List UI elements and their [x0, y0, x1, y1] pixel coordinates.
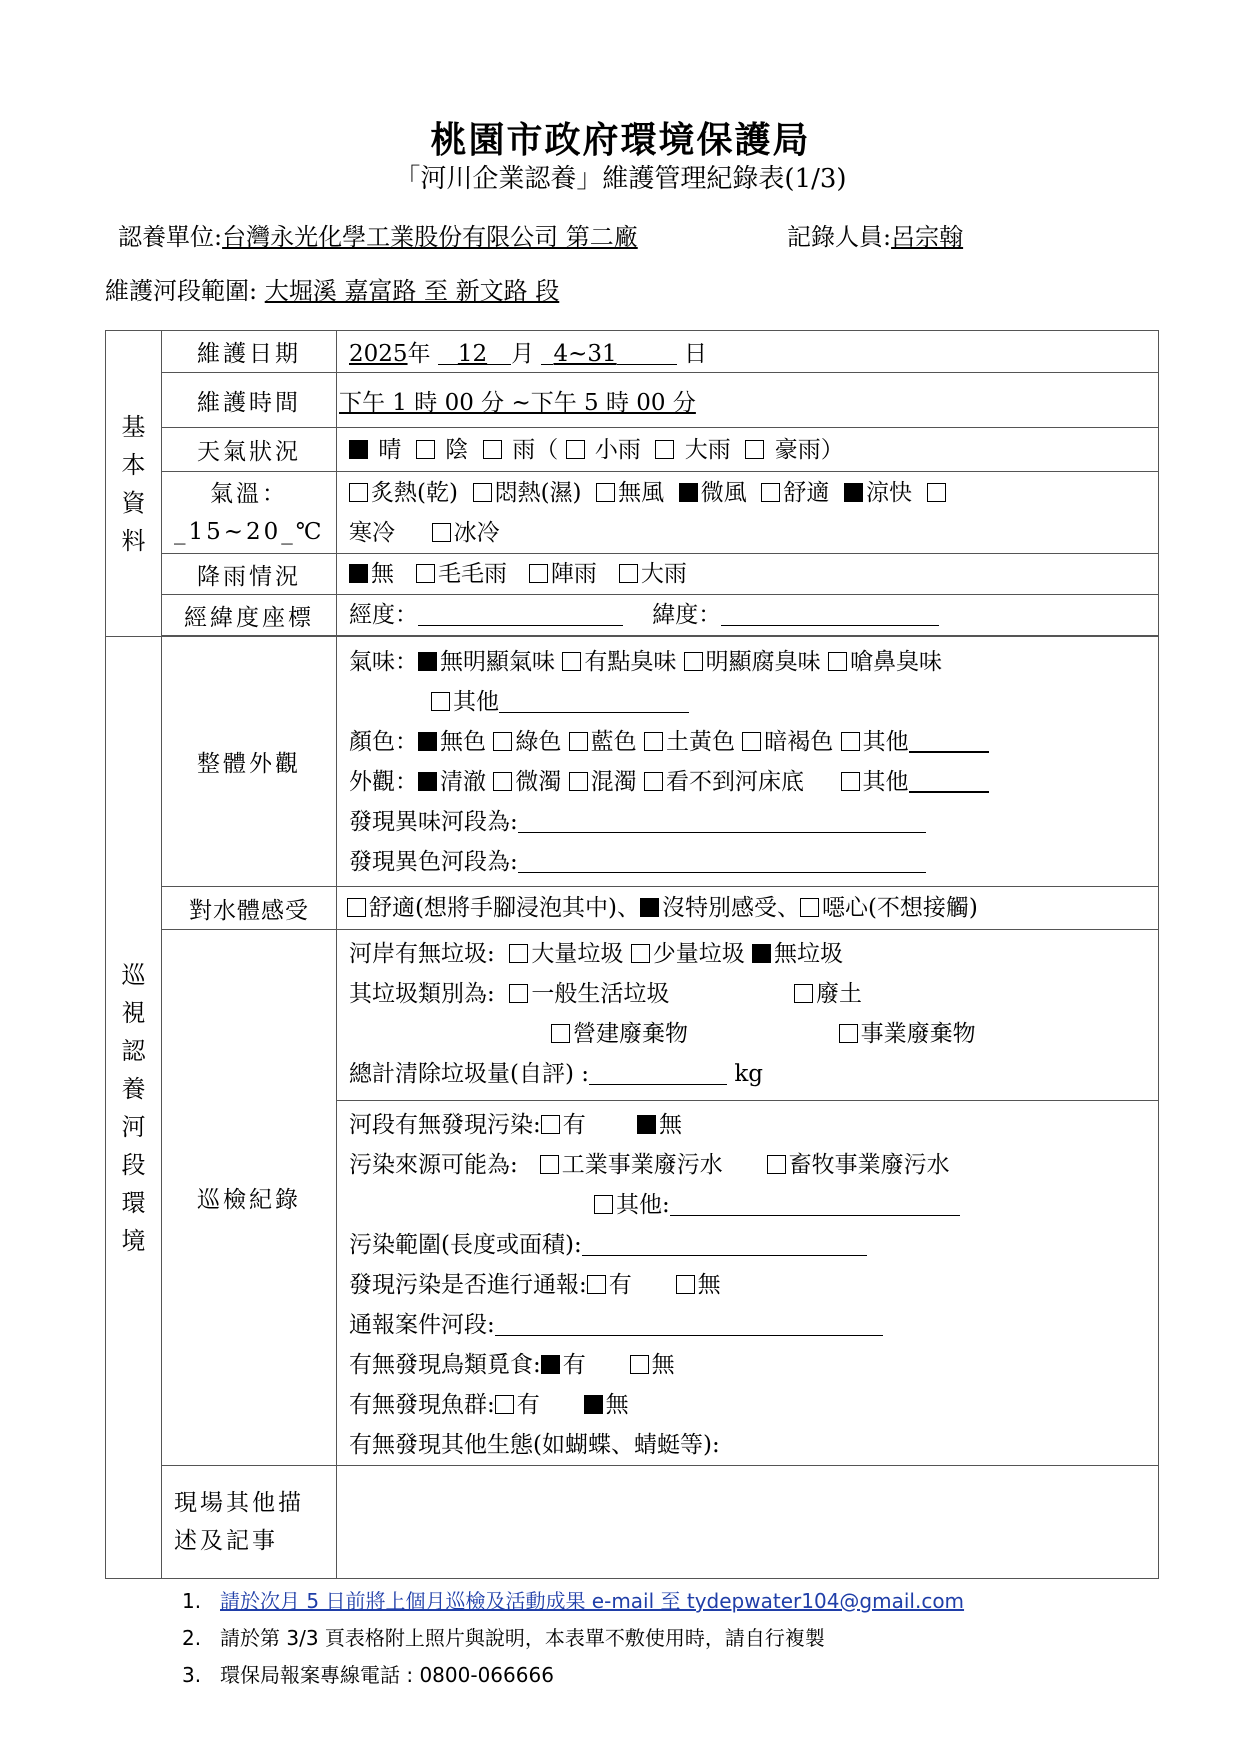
checkbox[interactable]	[594, 1195, 613, 1214]
river-range-row	[105, 271, 559, 306]
appearance-options	[337, 637, 1159, 887]
checkbox[interactable]	[684, 652, 703, 671]
checkbox[interactable]	[493, 732, 512, 751]
note-item	[182, 1657, 964, 1694]
odor-section-label: 發現異味河段為:	[349, 808, 518, 835]
garbage-type-label: 其垃圾類別為:	[349, 981, 495, 1007]
source-other-field[interactable]	[670, 1191, 960, 1216]
checkbox[interactable]	[596, 483, 615, 502]
checkbox-checked[interactable]	[584, 1395, 603, 1414]
checkbox[interactable]	[655, 440, 674, 459]
temperature-options	[337, 472, 1159, 554]
checkbox-checked[interactable]	[637, 1115, 656, 1134]
basic-info-section	[106, 331, 162, 637]
option-label: 陰	[445, 436, 469, 463]
option-label: 工業事業廢污水	[561, 1152, 723, 1178]
patrol-section	[106, 637, 162, 1579]
option-label: 無色	[440, 728, 486, 755]
section-char: 認	[121, 1036, 146, 1065]
option-label: 小雨	[594, 436, 641, 463]
feeling-label: 對水體感受	[162, 887, 337, 930]
checkbox-checked[interactable]	[349, 440, 368, 459]
option-label: 土黃色	[665, 728, 735, 755]
checkbox[interactable]	[566, 440, 585, 459]
section-char: 基	[121, 412, 146, 441]
note-text: 環保局報案專線電話 : 0800-066666	[220, 1663, 554, 1687]
checkbox[interactable]	[676, 1275, 695, 1294]
checkbox-checked[interactable]	[418, 732, 437, 751]
date-year[interactable]: 2025	[349, 341, 408, 367]
option-label: 豪雨）	[774, 436, 844, 463]
section-char: 段	[121, 1150, 146, 1179]
other-eco-question: 有無發現其他生態(如蝴蝶、蜻蜓等):	[349, 1432, 720, 1458]
temperature-cell	[162, 472, 337, 554]
checkbox-checked[interactable]	[679, 483, 698, 502]
option-label: 涼快	[866, 479, 913, 506]
longitude-label: 經度：	[349, 602, 418, 628]
option-label: 大雨	[640, 561, 687, 587]
report-section-label: 通報案件河段:	[349, 1312, 495, 1338]
appearance-label: 整體外觀	[162, 637, 337, 887]
date-field[interactable]	[337, 331, 1159, 373]
checkbox[interactable]	[541, 1115, 560, 1134]
option-label: 有點臭味	[584, 648, 677, 675]
coord-fields	[337, 595, 1159, 636]
option-label: 無	[651, 1352, 675, 1378]
checkbox[interactable]	[529, 564, 548, 583]
option-label: 混濁	[590, 768, 637, 795]
day-unit: 日	[683, 341, 707, 367]
adopt-unit-row	[118, 217, 638, 252]
checkbox[interactable]	[483, 440, 502, 459]
option-label: 其他:	[616, 1192, 670, 1218]
rain-label: 降雨情況	[162, 554, 337, 595]
checkbox[interactable]	[431, 692, 450, 711]
option-label: 微風	[700, 479, 747, 506]
report-question: 發現污染是否進行通報:	[349, 1272, 587, 1298]
option-label: 廢土	[816, 981, 862, 1007]
checkbox[interactable]	[569, 732, 588, 751]
option-label: 大雨	[684, 436, 731, 463]
note-email-link[interactable]: 請於次月 5 日前將上個月巡檢及活動成果 e-mail 至 tydepwater104@gmail.com	[220, 1589, 965, 1613]
record-content	[337, 930, 1159, 1466]
form-subtitle: 「河川企業認養」維護管理紀錄表(1/3)	[394, 164, 847, 194]
option-label: 其他	[862, 728, 909, 755]
option-label: 看不到河床底	[665, 768, 804, 795]
checkbox[interactable]	[416, 564, 435, 583]
option-label: 暗褐色	[764, 728, 834, 755]
option-label: 一般生活垃圾	[531, 981, 670, 1007]
option-label: 無	[371, 561, 394, 587]
look-label: 外觀：	[349, 768, 418, 795]
time-value[interactable]: 下午 1 時 00 分 ~下午 5 時 00 分	[339, 389, 696, 416]
date-month[interactable]: 12	[457, 341, 488, 367]
year-unit: 年	[407, 341, 431, 367]
checkbox[interactable]	[495, 1395, 514, 1414]
option-label: 有	[608, 1272, 632, 1298]
option-label: 無垃圾	[774, 941, 843, 967]
color-label: 顏色：	[349, 728, 418, 755]
option-label: 無風	[618, 479, 665, 506]
latitude-field[interactable]	[721, 601, 939, 626]
section-char: 視	[121, 998, 146, 1027]
note-number: 1.	[182, 1589, 202, 1613]
color-other-field[interactable]	[909, 727, 989, 753]
checkbox-checked[interactable]	[418, 772, 437, 791]
checkbox-checked[interactable]	[349, 564, 368, 583]
checkbox[interactable]	[587, 1275, 606, 1294]
section-char: 河	[121, 1112, 146, 1141]
option-label: 營建廢棄物	[573, 1021, 688, 1047]
checkbox[interactable]	[432, 523, 451, 542]
option-label: 寒冷	[349, 519, 395, 546]
section-char: 本	[121, 450, 146, 479]
section-char: 巡	[121, 960, 146, 989]
smell-other-field[interactable]	[499, 688, 689, 713]
option-label: 無	[658, 1112, 682, 1138]
option-label: 舒適(想將手腳浸泡其中)、	[369, 895, 640, 921]
checkbox-checked[interactable]	[752, 944, 771, 963]
weather-label: 天氣狀況	[162, 428, 337, 472]
checkbox[interactable]	[800, 898, 819, 917]
rain-options	[337, 554, 1159, 595]
option-label: 無	[697, 1272, 721, 1298]
option-label: 藍色	[590, 728, 637, 755]
checkbox[interactable]	[347, 898, 366, 917]
river-range-value: 大堀溪 嘉富路 至 新文路 段	[264, 277, 560, 305]
note-text: 請於第 3/3 頁表格附上照片與說明，本表單不敷使用時，請自行複製	[220, 1626, 825, 1650]
date-label: 維護日期	[162, 331, 337, 373]
checkbox[interactable]	[794, 984, 813, 1003]
time-label: 維護時間	[162, 373, 337, 428]
checkbox[interactable]	[509, 944, 528, 963]
checkbox[interactable]	[841, 772, 860, 791]
garbage-question: 河岸有無垃圾:	[349, 941, 495, 967]
checkbox-checked[interactable]	[640, 898, 659, 917]
report-section-field[interactable]	[495, 1311, 883, 1336]
option-label: 悶熱(濕)	[494, 479, 582, 506]
checkbox[interactable]	[927, 483, 946, 502]
fish-question: 有無發現魚群:	[349, 1392, 495, 1418]
checkbox-checked[interactable]	[418, 652, 437, 671]
weather-options	[337, 428, 1159, 472]
checkbox[interactable]	[630, 1355, 649, 1374]
latitude-label: 緯度：	[652, 602, 722, 628]
checkbox[interactable]	[841, 732, 860, 751]
option-label: 舒適	[783, 479, 830, 506]
checkbox[interactable]	[569, 772, 588, 791]
note-number: 3.	[182, 1663, 202, 1687]
checkbox[interactable]	[562, 652, 581, 671]
note-item	[182, 1620, 964, 1657]
option-label: 其他	[453, 688, 499, 715]
option-label: 炙熱(乾)	[371, 479, 458, 506]
checkbox[interactable]	[839, 1024, 858, 1043]
checkbox[interactable]	[745, 440, 764, 459]
option-label: 沒特別感受、	[661, 895, 800, 921]
month-unit: 月	[511, 341, 535, 367]
page-title: 桃園市政府環境保護局	[430, 119, 811, 161]
section-char: 料	[121, 526, 146, 555]
note-number: 2.	[182, 1626, 202, 1650]
checkbox[interactable]	[551, 1024, 570, 1043]
other-notes-field[interactable]	[337, 1466, 1159, 1579]
option-label: 清澈	[440, 768, 486, 795]
garbage-total-field[interactable]	[589, 1060, 727, 1085]
checkbox[interactable]	[540, 1155, 559, 1174]
color-section-label: 發現異色河段為:	[349, 848, 518, 875]
checkbox[interactable]	[767, 1155, 786, 1174]
odor-section-field[interactable]	[518, 808, 926, 833]
pollution-range-label: 污染範圍(長度或面積):	[349, 1232, 582, 1258]
option-label: 冰冷	[453, 519, 500, 546]
smell-label: 氣味：	[349, 648, 418, 675]
option-label: 有	[516, 1392, 540, 1418]
longitude-field[interactable]	[418, 601, 623, 626]
checkbox[interactable]	[644, 732, 663, 751]
checkbox[interactable]	[619, 564, 638, 583]
notes-list	[182, 1583, 964, 1694]
checkbox[interactable]	[761, 483, 780, 502]
river-range-label: 維護河段範圍:	[105, 277, 258, 305]
option-label: 毛毛雨	[437, 561, 507, 587]
option-label: 噁心(不想接觸)	[821, 895, 978, 921]
garbage-total-label: 總計清除垃圾量(自評) :	[349, 1061, 590, 1087]
recorder-value: 呂宗翰	[891, 223, 964, 251]
recorder-label: 記錄人員:	[787, 223, 892, 251]
option-label: 雨（	[512, 436, 559, 463]
date-day[interactable]: 4~31	[553, 341, 617, 367]
checkbox[interactable]	[631, 944, 650, 963]
adopt-unit-value: 台灣永光化學工業股份有限公司 第二廠	[222, 223, 638, 251]
checkbox[interactable]	[742, 732, 761, 751]
option-label: 有	[562, 1112, 586, 1138]
section-char: 養	[121, 1074, 146, 1103]
temperature-value[interactable]: _15~20_℃	[174, 518, 325, 545]
option-label: 無	[605, 1392, 629, 1418]
option-label: 明顯腐臭味	[705, 648, 821, 675]
option-label: 無明顯氣味	[440, 648, 555, 675]
coord-label: 經緯度座標	[162, 595, 337, 636]
checkbox[interactable]	[473, 483, 492, 502]
checkbox[interactable]	[644, 772, 663, 791]
option-label: 大量垃圾	[531, 941, 624, 967]
feeling-options	[337, 887, 1159, 930]
record-label: 巡檢紀錄	[162, 930, 337, 1466]
bird-question: 有無發現鳥類覓食:	[349, 1352, 541, 1378]
checkbox-checked[interactable]	[844, 483, 863, 502]
recorder-row	[787, 217, 963, 252]
checkbox[interactable]	[493, 772, 512, 791]
section-char: 境	[121, 1226, 146, 1255]
option-label: 少量垃圾	[652, 941, 745, 967]
option-label: 微濁	[515, 768, 562, 795]
checkbox[interactable]	[509, 984, 528, 1003]
section-char: 資	[121, 488, 146, 517]
pollution-source-label: 污染來源可能為:	[349, 1152, 518, 1178]
option-label: 事業廢棄物	[860, 1021, 976, 1047]
option-label: 有	[562, 1352, 586, 1378]
option-label: 綠色	[515, 728, 562, 755]
checkbox[interactable]	[416, 440, 435, 459]
note-item	[182, 1583, 964, 1620]
option-label: 畜牧事業廢污水	[788, 1152, 950, 1178]
section-char: 環	[121, 1188, 146, 1217]
option-label: 晴	[378, 436, 402, 463]
option-label: 其他	[862, 768, 909, 795]
record-form	[105, 330, 1159, 1579]
temperature-label: 氣溫：	[210, 480, 288, 507]
other-notes-label: 現場其他描述及記事	[162, 1466, 337, 1579]
option-label: 嗆鼻臭味	[849, 648, 942, 675]
pollution-question: 河段有無發現污染:	[349, 1112, 541, 1138]
adopt-unit-label: 認養單位:	[118, 223, 223, 251]
checkbox[interactable]	[828, 652, 847, 671]
checkbox-checked[interactable]	[541, 1355, 560, 1374]
garbage-unit: kg	[734, 1061, 763, 1087]
look-other-field[interactable]	[909, 767, 989, 793]
color-section-field[interactable]	[518, 848, 926, 873]
pollution-range-field[interactable]	[582, 1231, 867, 1256]
option-label: 陣雨	[550, 561, 597, 587]
